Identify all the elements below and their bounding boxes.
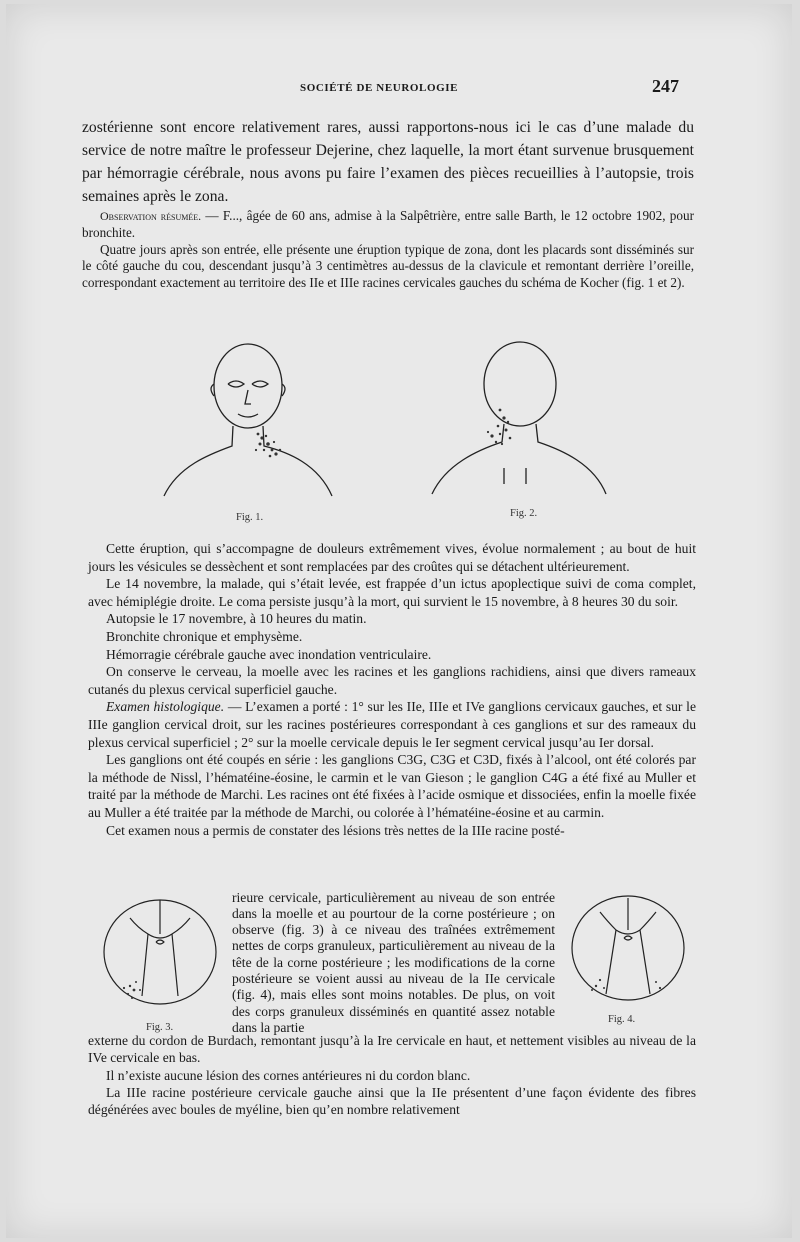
wrapped-paragraph [232,876,555,1050]
figure-1-caption: Fig. 1. [236,512,264,523]
observation-intro: — F..., âgée de 60 ans, admise à la Salpêtrière, entre salle Barth, le 12 octobre 1902, pour bronchite. [82,208,694,240]
tail-para-3: La IIIe racine postérieure cervicale gauche ainsi que la IIe présentent d’une façon évidente des fibres dégénérées avec boules de myéline, bien qu’en nombre relativement [88,1084,696,1118]
figure-1-face-drawing [160,338,340,510]
body-section [88,540,696,839]
tail-section [88,1032,696,1118]
page-header [0,76,800,104]
tail-para-1: externe du cordon de Burdach, remontant jusqu’à la Ire cervicale en haut, et nettement visibles au niveau de la IVe cervicale en bas. [88,1033,696,1066]
figure-4-cord-section [566,890,690,1010]
lead-text: zostérienne sont encore relativement rares, aussi rapportons-nous ici le cas d’une malade du service de notre maître le professeur Dejerine, chez laquelle, la mort étant survenue brusquement par hémorragie cérébrale, nous avons pu faire l’examen des pièces recueillies à l’autopsie, trois semaines après le zona. [82,119,694,205]
running-head: SOCIÉTÉ DE NEUROLOGIE [300,82,459,94]
body-para-6: On conserve le cerveau, la moelle avec les racines et les ganglions rachidiens, ainsi que divers rameaux cutanés du plexus cervical superficiel gauche. [88,664,696,697]
body-para-1: Cette éruption, qui s’accompagne de douleurs extrêmement vives, évolue normalement ; au bout de huit jours les vésicules se dessèchent et sont remplacées par des croûtes qui se détachent ultérieurement. [88,541,696,574]
observation-label: Observation résumée. [100,209,202,223]
figure-3-cord-section [100,894,224,1012]
figure-4-caption: Fig. 4. [608,1014,636,1025]
tail-para-2: Il n’existe aucune lésion des cornes antérieures ni du cordon blanc. [106,1067,471,1083]
figure-2-back-drawing [430,338,610,510]
figure-3-caption: Fig. 3. [146,1022,174,1033]
histology-label: Examen histologique. [106,699,225,715]
figure-2-caption: Fig. 2. [510,508,538,519]
lead-paragraph [82,116,694,208]
page-number: 247 [652,76,679,96]
observation-para-2: Quatre jours après son entrée, elle présente une éruption typique de zona, dont les placards sont disséminés sur le côté gauche du cou, descendant jusqu’à 3 centimètres au-dessus de la clavicule et remontant derrière l’oreille, correspondant exactement au territoire des IIe et IIIe racines cervicales gauches du schéma de Kocher (fig. 1 et 2). [82,241,694,291]
body-para-7 [88,698,696,751]
body-para-5: Hémorragie cérébrale gauche avec inondation ventriculaire. [106,646,432,662]
observation-para-1 [82,208,694,242]
body-para-2: Le 14 novembre, la malade, qui s’était levée, est frappée d’un ictus apoplectique suivi de coma complet, avec hémiplégie droite. Le coma persiste jusqu’à la mort, qui survient le 15 novembre, à 8 heures 30 du soir. [88,576,696,609]
histology-text: — L’examen a porté : 1° sur les IIe, IIIe et IVe ganglions cervicaux gauches, et sur le IIIe ganglion cervical droit, sur les racines postérieures correspondant à ces ganglions et sur des rameaux du plexus cervical superficiel ; 2° sur la moelle cervicale depuis le Ier segment cervical jusqu’au Ier dorsal. [88,699,696,750]
body-para-3: Autopsie le 17 novembre, à 10 heures du matin. [106,611,367,627]
wrapped-text: rieure cervicale, particulièrement au niveau de son entrée dans la moelle et au pourtour de la corne postérieure ; on observe (fig. 3) à ce niveau des traînées extrêmement nettes de corps granuleux, particulièrement au niveau de la tête de la corne postérieure ; les modifications de la corne postérieure se voient aussi au niveau de la IIe cervicale (fig. 4), mais elles sont moins notables. De plus, on voit des corps granuleux disséminés en quantité assez notable dans la partie [232,889,555,1035]
body-para-8: Les ganglions ont été coupés en série : les ganglions C3G, C3G et C3D, fixés à l’alcool, ont été colorés par la méthode de Nissl, l’hématéine-éosine, le carmin et le van Gieson ; le ganglion C4G a été fixé au Muller et traité par la méthode de Marchi. Les racines ont été fixées à l’acide osmique et dissociées, enfin la moelle fixée au Muller a été traitée par la méthode de Marchi, ou colorée à l’hématéine-éosine et au carmin. [88,752,696,820]
observation-section [82,208,694,292]
body-para-9-start: Cet examen nous a permis de constater des lésions très nettes de la IIIe racine posté- [106,822,565,838]
body-para-4: Bronchite chronique et emphysème. [106,628,303,644]
